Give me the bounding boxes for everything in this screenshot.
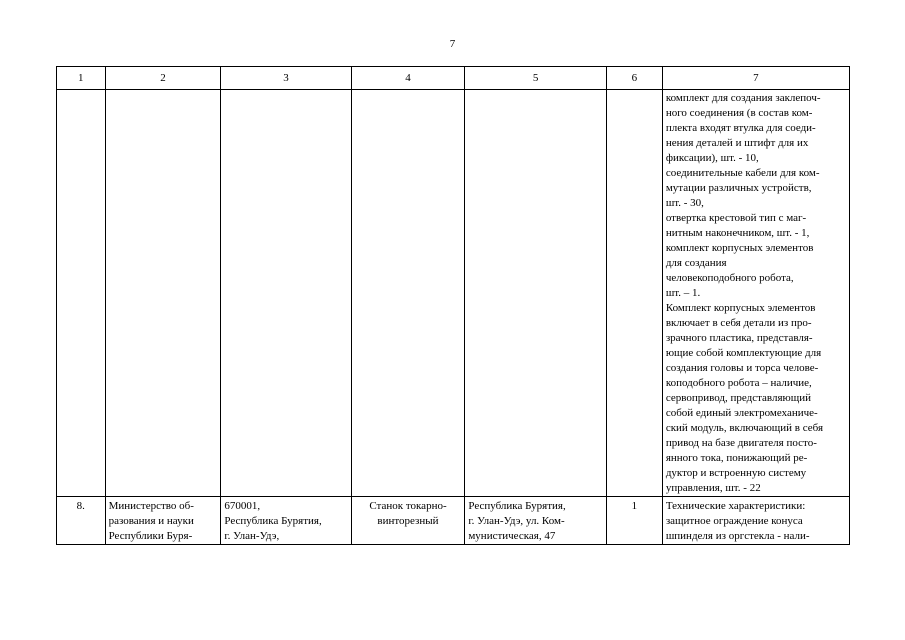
header-col-7: 7 — [662, 67, 849, 90]
text-line: Республики Буря- — [108, 530, 193, 542]
text-line: зрачного пластика, представля- — [665, 332, 813, 344]
text-line: разования и науки — [108, 515, 194, 527]
text-line: создания головы и торса челове- — [665, 362, 819, 374]
text-line: мунистическая, 47 — [468, 530, 556, 542]
table-row-continuation — [57, 90, 850, 497]
cell-specifications-continued — [662, 90, 849, 497]
text-line: комплект для создания заклепоч- — [665, 92, 821, 104]
cell-item — [351, 497, 465, 545]
text-line: янного тока, понижающий ре- — [665, 452, 808, 464]
text-line: шт. - 30, — [665, 197, 704, 209]
table-header-row — [57, 67, 850, 90]
text-line: включает в себя детали из про- — [665, 317, 812, 329]
text-line: привод на базе двигателя посто- — [665, 437, 817, 449]
text-line: мутации различных устройств, — [665, 182, 812, 194]
cell-quantity: 1 — [606, 497, 662, 545]
text-line: винторезный — [377, 515, 439, 527]
text-line: человекоподобного робота, — [665, 272, 794, 284]
page-number: 7 — [449, 38, 456, 50]
cell-empty — [606, 90, 662, 497]
text-line: защитное ограждение конуса — [665, 515, 803, 527]
cell-empty — [57, 90, 106, 497]
text-line: для создания — [665, 257, 727, 269]
cell-empty — [221, 90, 351, 497]
text-line: комплект корпусных элементов — [665, 242, 814, 254]
header-col-4: 4 — [351, 67, 465, 90]
table-row-8 — [57, 497, 850, 545]
text-line: соединительные кабели для ком- — [665, 167, 820, 179]
text-line: Республика Бурятия, — [468, 500, 566, 512]
text-line: ский модуль, включающий в себя — [665, 422, 824, 434]
text-line: управления, шт. - 22 — [665, 482, 761, 494]
text-line: нения деталей и штифт для их — [665, 137, 809, 149]
text-line: дуктор и встроенную систему — [665, 467, 807, 479]
header-col-6: 6 — [606, 67, 662, 90]
header-col-3: 3 — [221, 67, 351, 90]
text-line: собой единый электромеханиче- — [665, 407, 818, 419]
cell-empty — [465, 90, 607, 497]
cell-empty — [105, 90, 221, 497]
text-line: отвертка крестовой тип с маг- — [665, 212, 807, 224]
cell-address — [221, 497, 351, 545]
equipment-table — [56, 66, 850, 545]
cell-customer — [105, 497, 221, 545]
cell-row-number: 8. — [57, 497, 106, 545]
text-line: фиксации), шт. - 10, — [665, 152, 759, 164]
text-line: г. Улан-Удэ, ул. Ком- — [468, 515, 565, 527]
text-line: Технические характеристики: — [665, 500, 806, 512]
text-line: коподобного робота – наличие, — [665, 377, 812, 389]
cell-location — [465, 497, 607, 545]
text-line: нитным наконечником, шт. - 1, — [665, 227, 810, 239]
header-col-1: 1 — [57, 67, 106, 90]
text-line: ного соединения (в состав ком- — [665, 107, 813, 119]
text-line: Республика Бурятия, — [224, 515, 322, 527]
header-col-2: 2 — [105, 67, 221, 90]
text-line: шт. – 1. — [665, 287, 701, 299]
cell-specifications — [662, 497, 849, 545]
text-line: ющие собой комплектующие для — [665, 347, 822, 359]
text-line: Министерство об- — [108, 500, 194, 512]
specifications-text — [666, 91, 846, 496]
text-line: Станок токарно- — [369, 500, 447, 512]
text-line: Комплект корпусных элементов — [665, 302, 816, 314]
text-line: плекта входят втулка для соеди- — [665, 122, 816, 134]
text-line: 670001, — [224, 500, 261, 512]
text-line: г. Улан-Удэ, — [224, 530, 280, 542]
cell-empty — [351, 90, 465, 497]
header-col-5: 5 — [465, 67, 607, 90]
text-line: шпинделя из оргстекла - нали- — [665, 530, 810, 542]
text-line: сервопривод, представляющий — [665, 392, 811, 404]
